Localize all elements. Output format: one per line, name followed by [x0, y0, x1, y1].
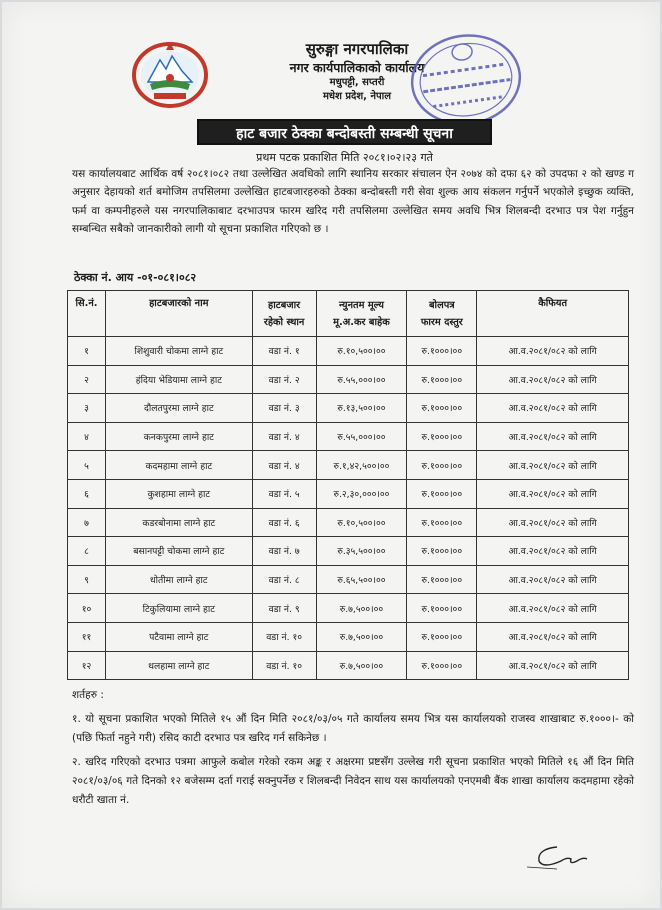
cell-form-fee: रु.१०००।०० [407, 337, 477, 366]
col-header-min-price: न्युनतम मूल्य मू.अ.कर बाहेक [316, 291, 407, 337]
term-item: २. खरिद गरिएको दरभाउ पत्रमा आफुले कबोल गरेको रकम अङ्क र अक्षरमा प्रष्टसँग उल्लेख गरी सूचना प्रकाशित भएको मितिले १६ औं दिन मिति २०८१/०३/०६ गते दिनको १२ बजेसम्म दर्ता गराई सक्नुपर्नेछ र शिलबन्दी निवेदन साथ यस कार्यालयको एनएमबी बैंक शाखा कार्यालय कदमहामा रहेको धरौटी खाता नं. [72, 756, 634, 806]
cell-remarks: आ.व.२०८१/०८२ को लागि [477, 422, 629, 451]
terms-section [72, 686, 634, 810]
cell-ward: वडा नं. ६ [252, 508, 316, 537]
table-row [68, 508, 629, 537]
cell-sn: १२ [68, 651, 106, 680]
cell-market-name: टिकुलियामा लाग्ने हाट [105, 594, 252, 623]
cell-min-price: रु.७,५००।०० [316, 594, 407, 623]
col-header-name: हाटबजारको नाम [105, 291, 252, 337]
cell-form-fee: रु.१०००।०० [407, 365, 477, 394]
cell-min-price: रु.७,५००।०० [316, 651, 407, 680]
cell-form-fee: रु.१०००।०० [407, 451, 477, 480]
col-header-sn: सि.नं. [68, 291, 106, 337]
office-name: नगर कार्यपालिकाको कार्यालय [289, 60, 425, 75]
municipality-name: सुरुङ्गा नगरपालिका [305, 40, 409, 58]
cell-form-fee: रु.१०००।०० [407, 651, 477, 680]
cell-ward: वडा नं. १० [252, 622, 316, 651]
cell-ward: वडा नं. ७ [252, 537, 316, 566]
cell-market-name: पटैवामा लाग्ने हाट [105, 622, 252, 651]
table-row [68, 337, 629, 366]
cell-min-price: रु.७,५००।०० [316, 622, 407, 651]
cell-min-price: रु.१०,५००।०० [316, 337, 407, 366]
notice-page [2, 2, 660, 908]
table-row [68, 422, 629, 451]
cell-sn: १० [68, 594, 106, 623]
cell-ward: वडा नं. ३ [252, 394, 316, 423]
cell-sn: ३ [68, 394, 106, 423]
cell-market-name: धोतीमा लाग्ने हाट [105, 565, 252, 594]
cell-min-price: रु.६५,५००।०० [316, 565, 407, 594]
cell-remarks: आ.व.२०८१/०८२ को लागि [477, 365, 629, 394]
cell-form-fee: रु.१०००।०० [407, 479, 477, 508]
cell-form-fee: रु.१०००।०० [407, 537, 477, 566]
table-row [68, 479, 629, 508]
cell-remarks: आ.व.२०८१/०८२ को लागि [477, 565, 629, 594]
cell-market-name: हंदिया भेडियामा लाग्ने हाट [105, 365, 252, 394]
cell-min-price: रु.५५,०००।०० [316, 422, 407, 451]
cell-sn: ५ [68, 451, 106, 480]
col-header-form-fee: बोलपत्र फारम दस्तुर [407, 291, 477, 337]
table-row [68, 565, 629, 594]
cell-remarks: आ.व.२०८१/०८२ को लागि [477, 651, 629, 680]
cell-market-name: कदमहामा लाग्ने हाट [105, 451, 252, 480]
cell-market-name: थलहामा लाग्ने हाट [105, 651, 252, 680]
cell-min-price: रु.१०,५००।०० [316, 508, 407, 537]
cell-ward: वडा नं. ५ [252, 479, 316, 508]
cell-sn: ४ [68, 422, 106, 451]
cell-form-fee: रु.१०००।०० [407, 594, 477, 623]
market-contract-table [67, 290, 629, 680]
cell-ward: वडा नं. २ [252, 365, 316, 394]
table-row [68, 622, 629, 651]
cell-sn: २ [68, 365, 106, 394]
cell-market-name: शिशुवारी चोकमा लाग्ने हाट [105, 337, 252, 366]
publication-date: प्रथम पटक प्रकाशित मिति २०८१।०२।२३ गते [256, 151, 433, 164]
cell-market-name: कनकपुरमा लाग्ने हाट [105, 422, 252, 451]
cell-ward: वडा नं. ९ [252, 594, 316, 623]
table-row [68, 394, 629, 423]
cell-remarks: आ.व.२०८१/०८२ को लागि [477, 537, 629, 566]
cell-form-fee: रु.१०००।०० [407, 422, 477, 451]
cell-ward: वडा नं. ४ [252, 451, 316, 480]
cell-sn: ८ [68, 537, 106, 566]
cell-form-fee: रु.१०००।०० [407, 565, 477, 594]
cell-form-fee: रु.१०००।०० [407, 622, 477, 651]
cell-remarks: आ.व.२०८१/०८२ को लागि [477, 394, 629, 423]
office-place: मधुपट्टी, सप्तरी [329, 77, 385, 88]
cell-ward: वडा नं. १० [252, 651, 316, 680]
terms-heading: शर्तहरु : [72, 689, 104, 701]
table-row [68, 365, 629, 394]
table-header-row [68, 291, 629, 337]
office-province: मधेश प्रदेश, नेपाल [322, 91, 392, 102]
signature-icon [517, 837, 597, 877]
table-row [68, 537, 629, 566]
cell-sn: १ [68, 337, 106, 366]
cell-market-name: दौलतपुरमा लाग्ने हाट [105, 394, 252, 423]
term-item: १. यो सूचना प्रकाशित भएको मितिले १५ औं दिन मिति २०८१/०३/०५ गते कार्यालय समय भित्र यस कार्यालयको राजस्व शाखाबाट रु.१०००।- को (पछि फिर्ता नहुने गरी) रसिद काटी दरभाउ पत्र खरिद गर्न सकिनेछ । [72, 713, 634, 744]
notice-title: हाट बजार ठेक्का बन्दोबस्ती सम्बन्धी सूचना [197, 119, 492, 145]
cell-min-price: रु.३५,५००।०० [316, 537, 407, 566]
cell-ward: वडा नं. १ [252, 337, 316, 366]
cell-remarks: आ.व.२०८१/०८२ को लागि [477, 508, 629, 537]
cell-remarks: आ.व.२०८१/०८२ को लागि [477, 451, 629, 480]
contract-number: ठेक्का नं. आय -०१-०८१।०८२ [74, 271, 197, 284]
cell-ward: वडा नं. ४ [252, 422, 316, 451]
cell-min-price: रु.१३,५००।०० [316, 394, 407, 423]
cell-min-price: रु.५५,०००।०० [316, 365, 407, 394]
cell-form-fee: रु.१०००।०० [407, 394, 477, 423]
cell-sn: ६ [68, 479, 106, 508]
cell-form-fee: रु.१०००।०० [407, 508, 477, 537]
cell-ward: वडा नं. ८ [252, 565, 316, 594]
government-emblem-icon [130, 38, 210, 108]
cell-sn: ९ [68, 565, 106, 594]
cell-market-name: कडरबोनामा लाग्ने हाट [105, 508, 252, 537]
cell-min-price: रु.१,४२,५००।०० [316, 451, 407, 480]
cell-market-name: कुशहामा लाग्ने हाट [105, 479, 252, 508]
cell-remarks: आ.व.२०८१/०८२ को लागि [477, 594, 629, 623]
table-body [68, 337, 629, 680]
notice-body: यस कार्यालयबाट आर्थिक वर्ष २०८१।०८२ तथा उल्लेखित अवधिको लागि स्थानिय सरकार संचालन ऐन २०७४ को दफा ६२ को उपदफा २ को खण्ड ग अनुसार देहायको शर्त बमोजिम तपसिलमा उल्लेखित हाटबजारहरुको ठेक्का बन्दोबस्ती गरी सेवा शुल्क आय संकलन गर्नुपर्ने भएकोले इच्छुक व्यक्ति, फर्म वा कम्पनीहरुले यस नगरपालिकाबाट दरभाउपत्र फारम खरिद गरी तपसिलमा उल्लेखित समय अवधि भित्र शिलबन्दी दरभाउ पत्र पेश गर्नुहुन सम्बन्धित सबैको जानकारीको लागी यो सूचना प्रकाशित गरिएको छ । [72, 168, 634, 236]
cell-remarks: आ.व.२०८१/०८२ को लागि [477, 479, 629, 508]
cell-remarks: आ.व.२०८१/०८२ को लागि [477, 622, 629, 651]
table-row [68, 594, 629, 623]
table-row [68, 651, 629, 680]
cell-min-price: रु.२,३०,०००।०० [316, 479, 407, 508]
cell-market-name: बसानपट्टी चोकमा लाग्ने हाट [105, 537, 252, 566]
cell-sn: ११ [68, 622, 106, 651]
cell-sn: ७ [68, 508, 106, 537]
office-stamp-icon [404, 30, 524, 130]
cell-remarks: आ.व.२०८१/०८२ को लागि [477, 337, 629, 366]
col-header-remarks: कैफियत [477, 291, 629, 337]
col-header-location: हाटबजार रहेको स्थान [252, 291, 316, 337]
table-row [68, 451, 629, 480]
